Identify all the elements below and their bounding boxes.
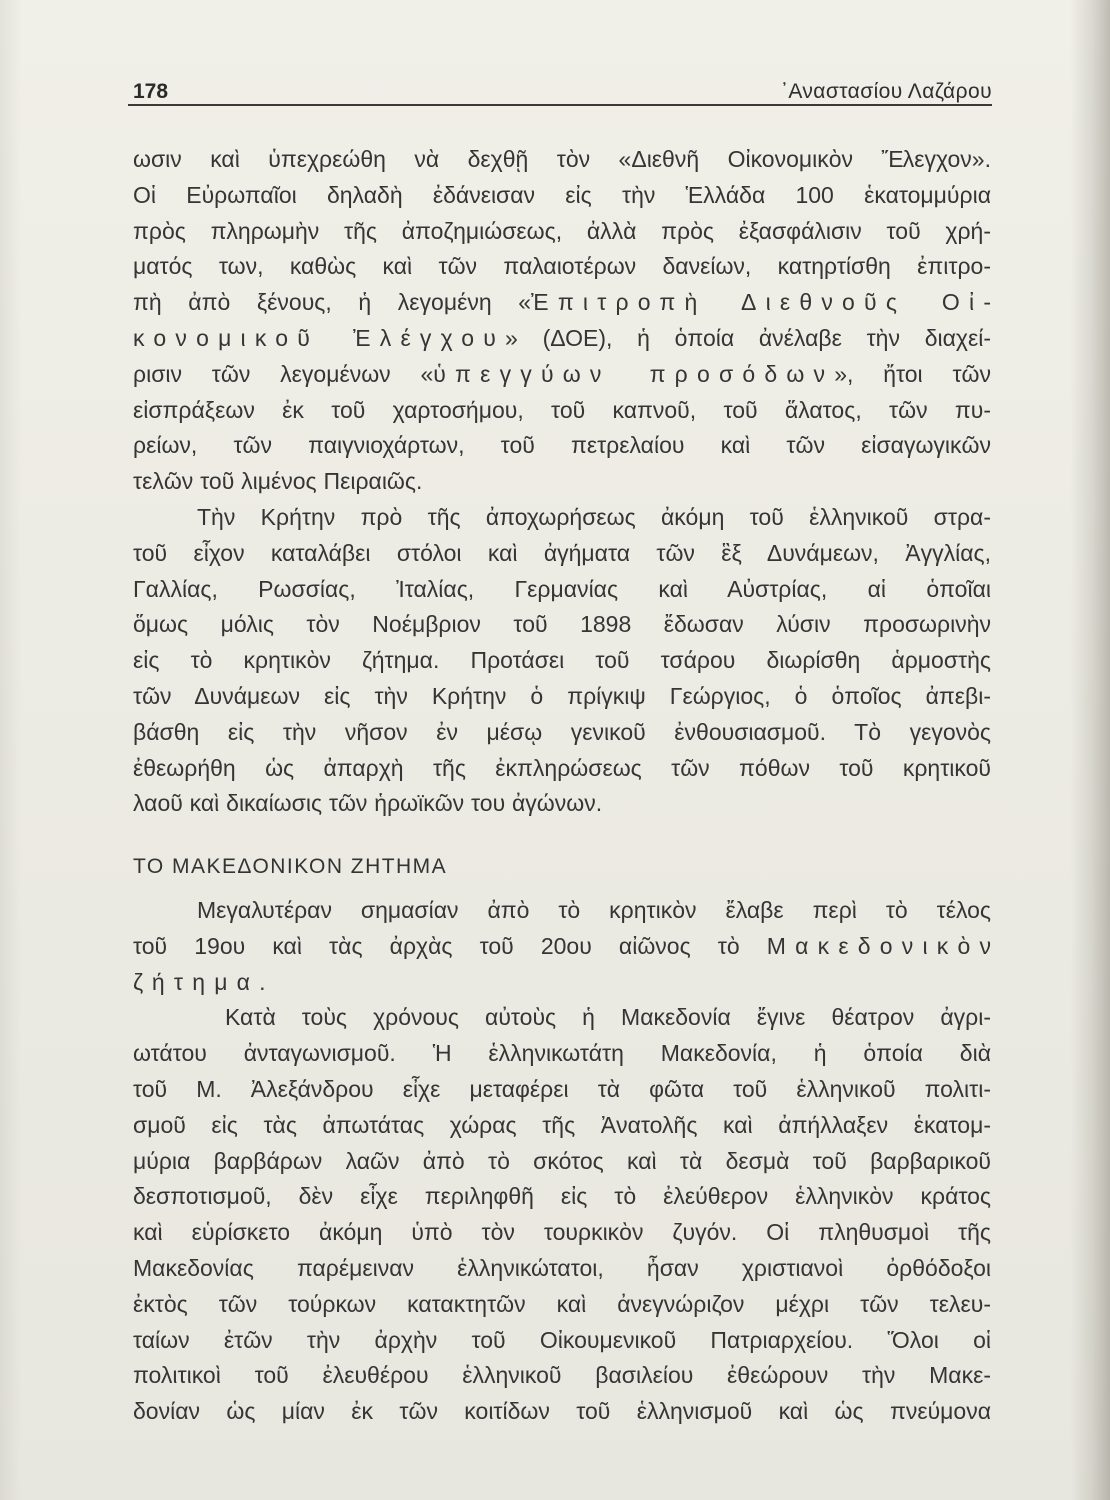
text-line: [133, 285, 1001, 321]
text-line: εἰς τὸ κρητικὸν ζήτημα. Προτάσει τοῦ τσάρου διωρίσθη ἁρμοστὴς: [133, 647, 991, 674]
text-segment: ρισιν τῶν λεγομένων «: [133, 360, 434, 387]
text-line: σμοῦ εἰς τὰς ἀπωτάτας χώρας τῆς Ἀνατολῆς καὶ ἀπήλλαξεν ἑκατομ-: [133, 1111, 991, 1138]
spaced-emphasis: ὑπεγγύων προσόδων: [433, 360, 835, 387]
text-line: Οἱ Εὐρωπαῖοι δηλαδὴ ἐδάνεισαν εἰς τὴν Ἑλλάδα 100 ἑκατομμύρια: [133, 181, 991, 208]
text-line: πρὸς πληρωμὴν τῆς ἀποζημιώσεως, ἀλλὰ πρὸς ἐξασφάλισιν τοῦ χρή-: [133, 217, 991, 244]
spaced-emphasis: κονομικοῦ Ἐλέγχου: [133, 324, 506, 351]
text-line: Μεγαλυτέραν σημασίαν ἀπὸ τὸ κρητικὸν ἔλαβε περὶ τὸ τέλος: [197, 896, 991, 923]
text-line: Τὴν Κρήτην πρὸ τῆς ἀποχωρήσεως ἀκόμη τοῦ ἑλληνικοῦ στρα-: [197, 503, 991, 530]
text-line: ωτάτου ἀνταγωνισμοῦ. Ἡ ἑλληνικωτάτη Μακεδονία, ἡ ὁποία διὰ: [133, 1040, 991, 1067]
text-segment: », ἤτοι τῶν: [834, 360, 991, 387]
text-line: [133, 321, 991, 357]
text-line: ρείων, τῶν παιγνιοχάρτων, τοῦ πετρελαίου καὶ τῶν εἰσαγωγικῶν: [133, 432, 991, 459]
spaced-emphasis: ζήτημα: [133, 968, 260, 995]
text-line: τοῦ Μ. Ἀλεξάνδρου εἶχε μεταφέρει τὰ φῶτα τοῦ ἑλληνικοῦ πολιτι-: [133, 1075, 991, 1102]
section-heading: ΤΟ ΜΑΚΕΔΟΝΙΚΟΝ ΖΗΤΗΜΑ: [133, 855, 448, 879]
text-line: ἐκτὸς τῶν τούρκων κατακτητῶν καὶ ἀνεγνώριζον μέχρι τῶν τελευ-: [133, 1290, 991, 1317]
text-line: ταίων ἐτῶν τὴν ἀρχὴν τοῦ Οἰκουμενικοῦ Πατριαρχείου. Ὅλοι οἱ: [133, 1326, 991, 1353]
text-line: εἰσπράξεων ἐκ τοῦ χαρτοσήμου, τοῦ καπνοῦ, τοῦ ἅλατος, τῶν πυ-: [133, 396, 991, 423]
text-line: τοῦ εἶχον καταλάβει στόλοι καὶ ἀγήματα τῶν ἓξ Δυνάμεων, Ἀγγλίας,: [133, 539, 991, 566]
spaced-emphasis: Μακεδονικὸν: [766, 932, 1001, 959]
text-line: δεσποτισμοῦ, δὲν εἶχε περιληφθῆ εἰς τὸ ἐλεύθερον ἑλληνικὸν κράτος: [133, 1183, 991, 1210]
text-line: μύρια βαρβάρων λαῶν ἀπὸ τὸ σκότος καὶ τὰ δεσμὰ τοῦ βαρβαρικοῦ: [133, 1147, 991, 1174]
text-line: [133, 357, 991, 393]
text-line: δονίαν ὡς μίαν ἐκ τῶν κοιτίδων τοῦ ἑλληνισμοῦ καὶ ὡς πνεύμονα: [133, 1398, 991, 1425]
text-line: Κατὰ τοὺς χρόνους αὐτοὺς ἡ Μακεδονία ἔγινε θέατρον ἀγρι-: [225, 1004, 991, 1031]
text-line: ωσιν καὶ ὑπεχρεώθη νὰ δεχθῇ τὸν «Διεθνῆ Οἰκονομικὸν Ἔλεγχον».: [133, 146, 991, 172]
text-segment: πὴ ἀπὸ ξένους, ἡ λεγομένη «: [133, 289, 532, 316]
text-segment: » (ΔΟΕ), ἡ ὁποία ἀνέλαβε τὴν διαχεί-: [505, 324, 991, 351]
text-line: Μακεδονίας παρέμειναν ἑλληνικώτατοι, ἦσαν χριστιανοὶ ὀρθόδοξοι: [133, 1254, 991, 1281]
text-line: τῶν Δυνάμεων εἰς τὴν Κρήτην ὁ πρίγκιψ Γεώργιος, ὁ ὁποῖος ἀπεβι-: [133, 682, 991, 709]
spaced-emphasis: Ἐπιτροπὴ Διεθνοῦς Οἰ-: [531, 289, 1001, 316]
text-line: ἐθεωρήθη ὡς ἀπαρχὴ τῆς ἐκπληρώσεως τῶν πόθων τοῦ κρητικοῦ: [133, 754, 991, 781]
text-segment: τοῦ 19ου καὶ τὰς ἀρχὰς τοῦ 20ου αἰῶνος τὸ: [133, 932, 767, 959]
text-line: καὶ εὑρίσκετο ἀκόμη ὑπὸ τὸν τουρκικὸν ζυγόν. Οἱ πληθυσμοὶ τῆς: [133, 1219, 991, 1246]
text-line: λαοῦ καὶ δικαίωσις τῶν ἡρωϊκῶν του ἀγώνων.: [133, 790, 603, 817]
text-segment: .: [259, 968, 266, 995]
body-text: [133, 142, 1001, 1430]
header-rule: [128, 104, 992, 106]
text-line: Γαλλίας, Ρωσσίας, Ἰταλίας, Γερμανίας καὶ Αὐστρίας, αἱ ὁποῖαι: [133, 575, 991, 602]
text-line: ὅμως μόλις τὸν Νοέμβριον τοῦ 1898 ἔδωσαν λύσιν προσωρινὴν: [133, 611, 991, 638]
text-line: ματός των, καθὼς καὶ τῶν παλαιοτέρων δανείων, κατηρτίσθη ἐπιτρο-: [133, 253, 991, 280]
text-line: [133, 965, 991, 1001]
text-line: βάσθη εἰς τὴν νῆσον ἐν μέσῳ γενικοῦ ἐνθουσιασμοῦ. Τὸ γεγονὸς: [133, 718, 991, 745]
text-line: [133, 929, 1001, 965]
text-line: τελῶν τοῦ λιμένος Πειραιῶς.: [133, 468, 423, 495]
text-line: πολιτικοὶ τοῦ ἐλευθέρου ἑλληνικοῦ βασιλείου ἐθεώρουν τὴν Μακε-: [133, 1362, 991, 1389]
page-number: 178: [133, 80, 169, 103]
running-title: ᾿Αναστασίου Λαζάρου: [780, 80, 992, 103]
